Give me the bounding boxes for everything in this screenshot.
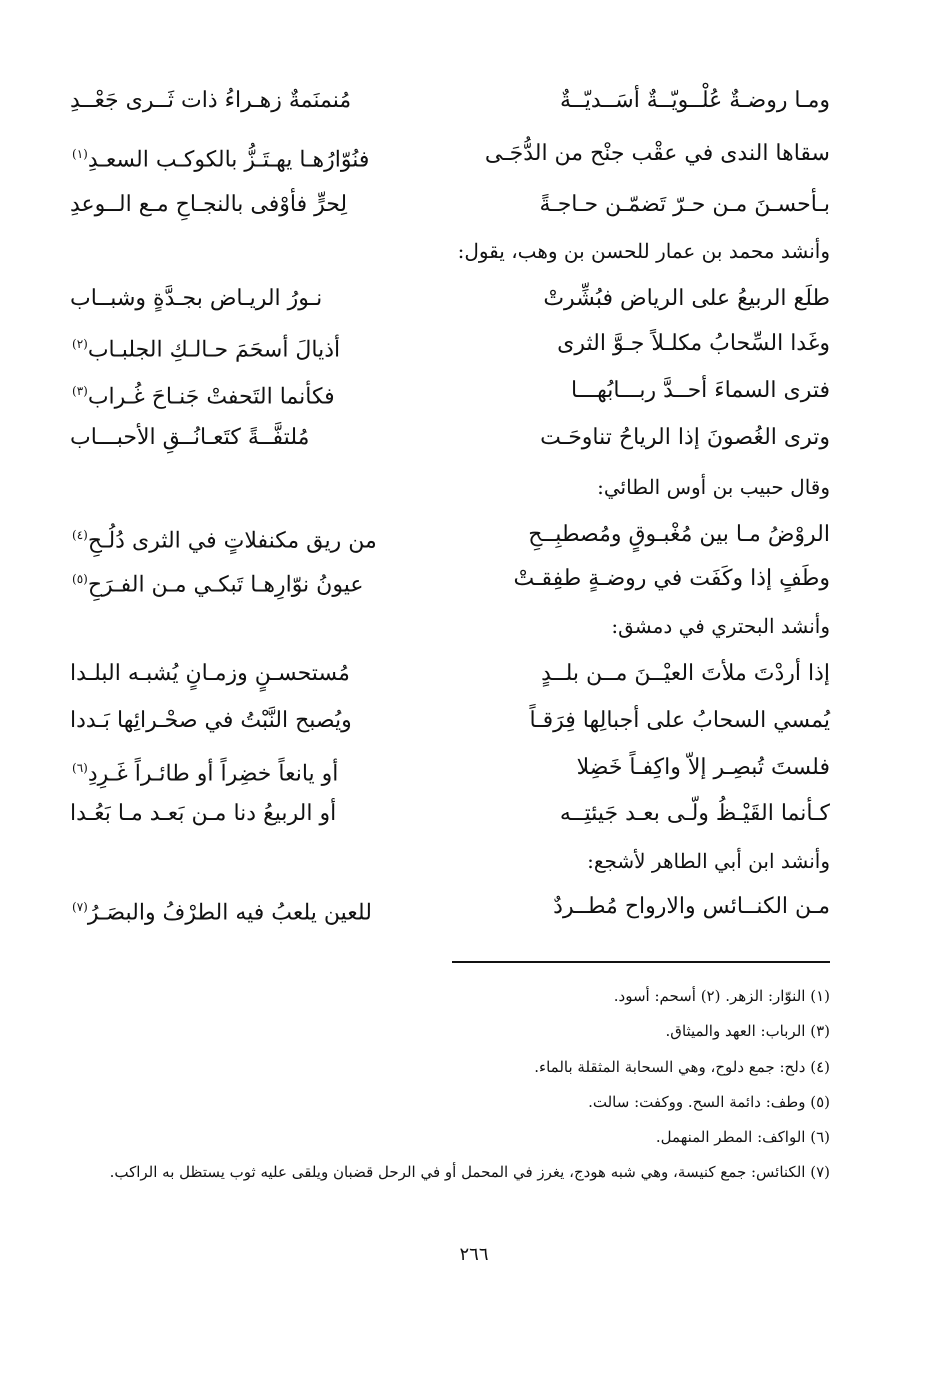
- verse-1-left: مُنمنَمةٌ زهـراءُ ذات ثَــرى جَعْــدِ: [70, 88, 352, 113]
- footnote-5: (٥) وطف: دائمة السح. ووكفت: سالت.: [588, 1093, 830, 1111]
- footnote-7: (٧) الكنائس: جمع كنيسة، وهي شبه هودج، يغرز في المحمل أو في الرحل قضبان ويلقى عليه ثوب يستظل به الراكب.: [109, 1163, 830, 1181]
- page-number: ٢٦٦: [459, 1244, 489, 1265]
- verse-4-right: طلَع الربيعُ على الرياض فبُشِّرتْ: [543, 286, 830, 311]
- verse-5-right: وغَدا السِّحابُ مكلـلاً جـوَّ الثرى: [557, 331, 830, 356]
- footnote-ref-1: (١): [72, 147, 88, 161]
- footnote-3: (٣) الرباب: العهد والميثاق.: [665, 1022, 830, 1040]
- footnote-ref-7: (٧): [72, 900, 88, 914]
- verse-9-right: وطَفٍ إذا وكَفَت في روضـةٍ طفِقـتْ: [513, 566, 830, 591]
- intro-line-2: وقال حبيب بن أوس الطائي:: [597, 475, 830, 499]
- verse-13-right: كـأنما القَيْـظُ ولّـى بعـد جَيئتِــه: [559, 801, 830, 826]
- footnote-ref-3: (٣): [72, 384, 88, 398]
- footnote-ref-4: (٤): [72, 528, 88, 542]
- verse-3-left: لِحرٍّ فأوْفى بالنجـاحِ مـع الــوعدِ: [70, 192, 348, 217]
- verse-13-left: أو الربيعُ دنا مـن بَعـد مـا بَعُـدا: [70, 801, 337, 826]
- verse-6-right: فترى السماءَ أحــدَّ ربـــابُهـــا: [571, 378, 830, 403]
- intro-line-3: وأنشد البحتري في دمشق:: [611, 614, 830, 638]
- footnote-4: (٤) دلح: جمع دلوح، وهي السحابة المثقلة بالماء.: [534, 1058, 830, 1076]
- verse-14-right: مـن الكنــائس والارواح مُطــردٌ: [553, 894, 830, 919]
- footnote-1-2: (١) النوّار: الزهر. (٢) أسحم: أسود.: [613, 987, 830, 1005]
- verse-5-left: أذيالَ أسحَمَ حـالـكِ الجلبـاب$^{(٢)}$: [72, 337, 341, 363]
- verse-10-left: مُستحسـنٍ وزمـانٍ يُشبـه البلـدا: [70, 661, 350, 686]
- verse-11-right: يُمسي السحابُ على أجبالِها فِرَقـاً: [529, 708, 830, 733]
- verse-4-left: نـورُ الريـاض بجـدَّةٍ وشبــاب: [70, 286, 323, 311]
- verse-2-right: سقاها الندى في عقْب جنْح من الدُّجَـى: [484, 141, 830, 166]
- intro-line-4: وأنشد ابن أبي الطاهر لأشجع:: [587, 849, 830, 873]
- verse-7-right: وترى الغُصونَ إذا الرياحُ تناوحَـت: [540, 425, 830, 450]
- footnote-divider: [452, 961, 830, 963]
- footnote-ref-2: (٢): [72, 337, 88, 351]
- verse-8-left: من ريق مكنفلاتٍ في الثرى دُلُـحِ$^{(٤)}$: [72, 528, 377, 554]
- verse-9-left: عيونُ نوّارِهـا تَبكـي مـن الفـرَحِ$^{(٥)}$: [72, 572, 364, 598]
- footnote-ref-5: (٥): [72, 572, 88, 586]
- verse-10-right: إذا أردْتَ ملأتَ العيْــنَ مــن بلــدٍ: [541, 661, 830, 686]
- verse-14-left: للعين يلعبُ فيه الطرْفُ والبصَـرُ$^{(٧)}$: [72, 900, 372, 926]
- footnote-ref-6: (٦): [72, 761, 88, 775]
- footnote-6: (٦) الواكف: المطر المنهمل.: [655, 1128, 830, 1146]
- verse-1-right: ومـا روضـةٌ عُلْــويّــةٌ أسَــديّــةٌ: [560, 88, 830, 113]
- verse-6-left: فكأنما التَحفتْ جَنـاحَ غُـراب$^{(٣)}$: [72, 384, 335, 410]
- verse-11-left: ويُصبح النَّبْتُ في صحْـرائِها بَـددا: [70, 708, 352, 733]
- verse-8-right: الروْضُ مـا بين مُغْبـوقٍ ومُصطبِــحِ: [528, 522, 830, 547]
- verse-7-left: مُلتفَّــةً كتَعـانُــقِ الأحبـــاب: [70, 425, 310, 450]
- verse-3-right: بـأحسـنَ مـن حـرّ تَضمّـن حـاجـةً: [539, 192, 830, 217]
- intro-line-1: وأنشد محمد بن عمار للحسن بن وهب، يقول:: [457, 239, 830, 263]
- verse-12-left: أو يانعاً خضِراً أو طائـراً غَـرِدِ$^{(٦)}$: [72, 761, 339, 787]
- verse-12-right: فلستَ تُبصِـر إلاّ واكِفـاً خَضِلا: [576, 755, 830, 780]
- verse-2-left: فنُوّارُهـا يهـتَـزُّ بالكوكـب السعـدِ$^{(١)}$: [72, 147, 370, 173]
